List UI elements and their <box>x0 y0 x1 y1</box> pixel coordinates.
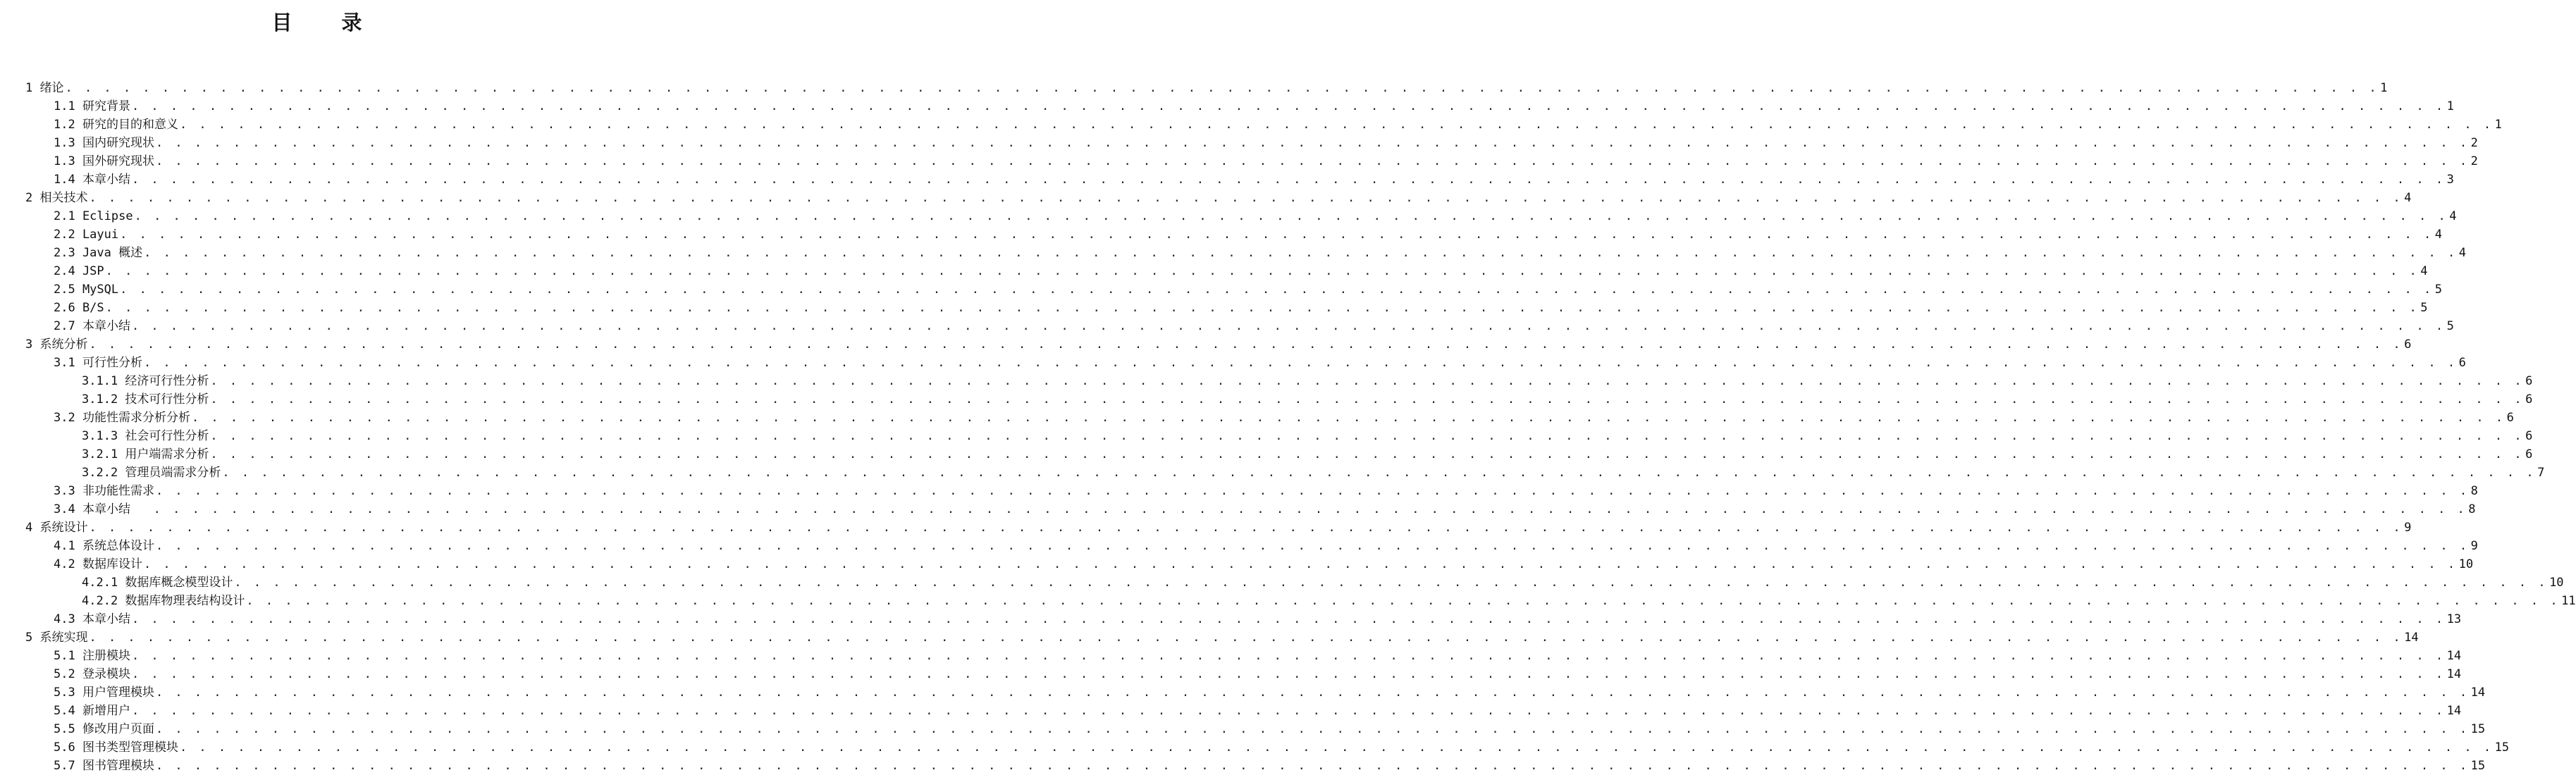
toc-page-number: 2 <box>2470 136 2478 150</box>
toc-page-number: 6 <box>2525 429 2533 443</box>
toc-entry[interactable] <box>25 738 2510 757</box>
toc-dot-leader: . . . . . . . . . . . . . . . . . . . . . . . . . . . . . . . . . . . . . . . . . . . . . . . . . . . . . . . . . . . . . . . . . . . . . . . . . . . . . . . . . . . . . . . . . . . . . . . . . . . . . . . . . . . . . . . . . . . . . . . . <box>210 429 2525 443</box>
toc-entry[interactable] <box>25 464 2545 482</box>
toc-entry-title: 5.5 修改用户页面 <box>54 722 154 736</box>
toc-dot-leader: . . . . . . . . . . . . . . . . . . . . . . . . . . . . . . . . . . . . . . . . . . . . . . . . . . . . . . . . . . . . . . . . . . . . . . . . . . . . . . . . . . . . . . . . . . . . . . . . . . . . . . . . . . . . . . . . . . . . . . . . <box>134 209 2448 223</box>
toc-entry-title: 1.3 国内研究现状 <box>54 136 154 150</box>
toc-page-number: 4 <box>2458 246 2467 260</box>
toc-dot-leader: . . . . . . . . . . . . . . . . . . . . . . . . . . . . . . . . . . . . . . . . . . . . . . . . . . . . . . . . . . . . . . . . . . . . . . . . . . . . . . . . . . . . . . . . . . . . . . . . . . . . . . . . . . . . . . . . . . . . . . . . <box>155 136 2470 150</box>
toc-page-number: 6 <box>2525 447 2533 461</box>
toc-entry[interactable] <box>25 702 2462 720</box>
toc-entry-title: 4.2 数据库设计 <box>54 557 142 571</box>
toc-page-number: 10 <box>2458 557 2474 571</box>
toc-dot-leader: . . . . . . . . . . . . . . . . . . . . . . . . . . . . . . . . . . . . . . . . . . . . . . . . . . . . . . . . . . . . . . . . . . . . . . . . . . . . . . . . . . . . . . . . . . . . . . . . . . . . . . . . . . . . . . . . . . . . . . . . <box>131 99 2446 113</box>
toc-entry-title: 3.1 可行性分析 <box>54 356 142 370</box>
toc-page-number: 6 <box>2458 356 2466 370</box>
toc-entry[interactable] <box>25 354 2466 372</box>
toc-page-number: 2 <box>2470 154 2478 168</box>
toc-entry[interactable] <box>25 97 2454 116</box>
toc-dot-leader: . . . . . . . . . . . . . . . . . . . . . . . . . . . . . . . . . . . . . . . . . . . . . . . . . . . . . . . . . . . . . . . . . . . . . . . . . . . . . . . . . . . . . . . . . . . . . . . . . . . . . . . . . . . . . . . . . . . . . . . . <box>155 722 2470 736</box>
toc-entry[interactable] <box>25 628 2419 647</box>
toc-dot-leader: . . . . . . . . . . . . . . . . . . . . . . . . . . . . . . . . . . . . . . . . . . . . . . . . . . . . . . . . . . . . . . . . . . . . . . . . . . . . . . . . . . . . . . . . . . . . . . . . . . . . . . . . . . . . . . . . . . . . . . . . <box>65 81 2379 95</box>
toc-page-number: 14 <box>2470 686 2486 700</box>
toc-entry-title: 1.1 研究背景 <box>54 99 130 113</box>
toc-dot-leader: . . . . . . . . . . . . . . . . . . . . . . . . . . . . . . . . . . . . . . . . . . . . . . . . . . . . . . . . . . . . . . . . . . . . . . . . . . . . . . . . . . . . . . . . . . . . . . . . . . . . . . . . . . . . . . . . . . . . . . . . <box>179 740 2494 755</box>
toc-entry-title: 4.2.1 数据库概念模型设计 <box>82 576 233 590</box>
toc-entry[interactable] <box>25 720 2486 738</box>
toc-dot-leader: . . . . . . . . . . . . . . . . . . . . . . . . . . . . . . . . . . . . . . . . . . . . . . . . . . . . . . . . . . . . . . . . . . . . . . . . . . . . . . . . . . . . . . . . . . . . . . . . . . . . . . . . . . . . . . . . . . . . . . . . <box>89 337 2403 352</box>
toc-entry[interactable] <box>25 537 2478 555</box>
toc-page-number: 6 <box>2506 411 2514 425</box>
toc-dot-leader: . . . . . . . . . . . . . . . . . . . . . . . . . . . . . . . . . . . . . . . . . . . . . . . . . . . . . . . . . . . . . . . . . . . . . . . . . . . . . . . . . . . . . . . . . . . . . . . . . . . . . . . . . . . . . . . . . . . . . . . . <box>155 539 2470 553</box>
toc-entry-title: 2.2 Layui <box>54 228 119 242</box>
toc-dot-leader: . . . . . . . . . . . . . . . . . . . . . . . . . . . . . . . . . . . . . . . . . . . . . . . . . . . . . . . . . . . . . . . . . . . . . . . . . . . . . . . . . . . . . . . . . . . . . . . . . . . . . . . . . . . . . . . . . . . . . . . . <box>131 173 2446 187</box>
toc-entry-title: 3.2 功能性需求分析分析 <box>54 411 190 425</box>
toc-entry-title: 3.1.3 社会可行性分析 <box>82 429 209 443</box>
toc-entry[interactable] <box>25 500 2476 519</box>
toc-page-number: 14 <box>2404 631 2419 645</box>
toc-dot-leader: . . . . . . . . . . . . . . . . . . . . . . . . . . . . . . . . . . . . . . . . . . . . . . . . . . . . . . . . . . . . . . . . . . . . . . . . . . . . . . . . . . . . . . . . . . . . . . . . . . . . . . . . . . . . . . . . . . . . . . . . <box>155 154 2470 168</box>
toc-page-number: 15 <box>2494 740 2510 755</box>
toc-dot-leader: . . . . . . . . . . . . . . . . . . . . . . . . . . . . . . . . . . . . . . . . . . . . . . . . . . . . . . . . . . . . . . . . . . . . . . . . . . . . . . . . . . . . . . . . . . . . . . . . . . . . . . . . . . . . . . . . . . . . . . . . <box>105 301 2420 315</box>
toc-entry[interactable] <box>25 280 2443 299</box>
toc-entry[interactable] <box>25 390 2533 409</box>
toc-page-number: 15 <box>2470 722 2486 736</box>
toc-entry[interactable] <box>25 665 2462 683</box>
toc-entry[interactable] <box>25 519 2412 537</box>
toc-dot-leader: . . . . . . . . . . . . . . . . . . . . . . . . . . . . . . . . . . . . . . . . . . . . . . . . . . . . . . . . . . . . . . . . . . . . . . . . . . . . . . . . . . . . . . . . . . . . . . . . . . . . . . . . . . . . . . . . . . . . . . . . <box>89 631 2403 645</box>
toc-entry[interactable] <box>25 372 2533 390</box>
toc-entry[interactable] <box>25 116 2502 134</box>
toc-entry[interactable] <box>25 427 2533 445</box>
toc-entry-title: 2.4 JSP <box>54 264 104 278</box>
toc-dot-leader: . . . . . . . . . . . . . . . . . . . . . . . . . . . . . . . . . . . . . . . . . . . . . . . . . . . . . . . . . . . . . . . . . . . . . . . . . . . . . . . . . . . . . . . . . . . . . . . . . . . . . . . . . . . . . . . . . . . . . . . . <box>210 392 2525 407</box>
toc-page-number: 1 <box>2494 118 2502 132</box>
toc-page-number: 10 <box>2549 576 2564 590</box>
toc-dot-leader: . . . . . . . . . . . . . . . . . . . . . . . . . . . . . . . . . . . . . . . . . . . . . . . . . . . . . . . . . . . . . . . . . . . . . . . . . . . . . . . . . . . . . . . . . . . . . . . . . . . . . . . . . . . . . . . . . . . . . . . . <box>144 246 2458 260</box>
toc-dot-leader: . . . . . . . . . . . . . . . . . . . . . . . . . . . . . . . . . . . . . . . . . . . . . . . . . . . . . . . . . . . . . . . . . . . . . . . . . . . . . . . . . . . . . . . . . . . . . . . . . . . . . . . . . . . . . . . . . . . . . . . . <box>131 649 2446 663</box>
toc-entry[interactable] <box>25 134 2478 152</box>
toc-page-number: 9 <box>2470 539 2478 553</box>
toc-page-number: 6 <box>2525 374 2533 388</box>
toc-entry[interactable] <box>25 317 2454 335</box>
toc-dot-leader: . . . . . . . . . . . . . . . . . . . . . . . . . . . . . . . . . . . . . . . . . . . . . . . . . . . . . . . . . . . . . . . . . . . . . . . . . . . . . . . . . . . . . . . . . . . . . . . . . . . . . . . . . . . . . . . . . . . . . . . . <box>222 466 2537 480</box>
toc-page-number: 11 <box>2561 594 2576 608</box>
toc-entry-title: 5.4 新增用户 <box>54 704 130 718</box>
toc-page-number: 15 <box>2470 759 2486 773</box>
toc-entry-title: 1.2 研究的目的和意义 <box>54 118 178 132</box>
toc-page-number: 13 <box>2446 612 2462 626</box>
toc-dot-leader: . . . . . . . . . . . . . . . . . . . . . . . . . . . . . . . . . . . . . . . . . . . . . . . . . . . . . . . . . . . . . . . . . . . . . . . . . . . . . . . . . . . . . . . . . . . . . . . . . . . . . . . . . . . . . . . . . . . . . . . . <box>155 484 2470 498</box>
toc-entry-title: 5 系统实现 <box>25 631 88 645</box>
toc-entry-title: 1.4 本章小结 <box>54 173 130 187</box>
toc-entry[interactable] <box>25 555 2474 574</box>
toc-entry-title: 5.7 图书管理模块 <box>54 759 154 773</box>
toc-page-number: 14 <box>2446 649 2462 663</box>
toc-dot-leader: . . . . . . . . . . . . . . . . . . . . . . . . . . . . . . . . . . . . . . . . . . . . . . . . . . . . . . . . . . . . . . . . . . . . . . . . . . . . . . . . . . . . . . . . . . . . . . . . . . . . . . . . . . . . . . . . . . . . . . . . <box>155 686 2470 700</box>
toc-dot-leader: . . . . . . . . . . . . . . . . . . . . . . . . . . . . . . . . . . . . . . . . . . . . . . . . . . . . . . . . . . . . . . . . . . . . . . . . . . . . . . . . . . . . . . . . . . . . . . . . . . . . . . . . . . . . . . . . . . . . . . . . <box>120 228 2434 242</box>
toc-entry-title: 3.2.2 管理员端需求分析 <box>82 466 221 480</box>
toc-entry[interactable] <box>25 152 2478 170</box>
toc-page-number: 6 <box>2404 337 2412 352</box>
toc-page-number: 8 <box>2468 502 2476 516</box>
toc-page-number: 4 <box>2434 228 2443 242</box>
toc-dot-leader: . . . . . . . . . . . . . . . . . . . . . . . . . . . . . . . . . . . . . . . . . . . . . . . . . . . . . . . . . . . . . . . . . . . . . . . . . . . . . . . . . . . . . . . . . . . . . . . . . . . . . . . . . . . . . . . . . . . . . . . . <box>105 264 2420 278</box>
toc-dot-leader: . . . . . . . . . . . . . . . . . . . . . . . . . . . . . . . . . . . . . . . . . . . . . . . . . . . . . . . . . . . . . . . . . . . . . . . . . . . . . . . . . . . . . . . . . . . . . . . . . . . . . . . . . . . . . . . . . . . . . . . . <box>210 447 2525 461</box>
toc-entry-title: 3.1.2 技术可行性分析 <box>82 392 209 407</box>
toc-page-number: 5 <box>2446 319 2454 333</box>
toc-entry-title: 5.3 用户管理模块 <box>54 686 154 700</box>
toc-entry[interactable] <box>25 189 2412 207</box>
toc-entry-title: 4.1 系统总体设计 <box>54 539 154 553</box>
toc-page-number: 14 <box>2446 667 2462 681</box>
toc-entry[interactable] <box>25 299 2428 317</box>
toc-entry-title: 3.2.1 用户端需求分析 <box>82 447 209 461</box>
toc-entry-title: 3.1.1 经济可行性分析 <box>82 374 209 388</box>
toc-dot-leader: . . . . . . . . . . . . . . . . . . . . . . . . . . . . . . . . . . . . . . . . . . . . . . . . . . . . . . . . . . . . . . . . . . . . . . . . . . . . . . . . . . . . . . . . . . . . . . . . . . . . . . . . . . . . . . . . . . . . . . . . <box>210 374 2525 388</box>
toc-dot-leader: . . . . . . . . . . . . . . . . . . . . . . . . . . . . . . . . . . . . . . . . . . . . . . . . . . . . . . . . . . . . . . . . . . . . . . . . . . . . . . . . . . . . . . . . . . . . . . . . . . . . . . . . . . . . . . . . . . . . . . . . <box>155 759 2470 773</box>
toc-entry[interactable] <box>25 225 2443 244</box>
toc-entry-title: 3.3 非功能性需求 <box>54 484 154 498</box>
toc-entry-title: 5.2 登录模块 <box>54 667 130 681</box>
toc-page-number: 8 <box>2470 484 2478 498</box>
toc-dot-leader: . . . . . . . . . . . . . . . . . . . . . . . . . . . . . . . . . . . . . . . . . . . . . . . . . . . . . . . . . . . . . . . . . . . . . . . . . . . . . . . . . . . . . . . . . . . . . . . . . . . . . . . . . . . . . . . . . . . . . . . . <box>131 667 2446 681</box>
toc-page-number: 5 <box>2434 283 2443 297</box>
toc-dot-leader: . . . . . . . . . . . . . . . . . . . . . . . . . . . . . . . . . . . . . . . . . . . . . . . . . . . . . . . . . . . . . . . . . . . . . . . . . . . . . . . . . . . . . . . . . . . . . . . . . . . . . . . . . . . . . . . . . . . . . . . . <box>131 612 2446 626</box>
toc-entry-title: 4.2.2 数据库物理表结构设计 <box>82 594 245 608</box>
toc-entry-title: 2.6 B/S <box>54 301 104 315</box>
toc-entry-title: 1 绪论 <box>25 81 64 95</box>
toc-page-number: 7 <box>2537 466 2545 480</box>
toc-dot-leader: . . . . . . . . . . . . . . . . . . . . . . . . . . . . . . . . . . . . . . . . . . . . . . . . . . . . . . . . . . . . . . . . . . . . . . . . . . . . . . . . . . . . . . . . . . . . . . . . . . . . . . . . . . . . . . . . . . . . . . . . <box>120 283 2434 297</box>
toc-dot-leader: . . . . . . . . . . . . . . . . . . . . . . . . . . . . . . . . . . . . . . . . . . . . . . . . . . . . . . . . . . . . . . . . . . . . . . . . . . . . . . . . . . . . . . . . . . . . . . . . . . . . . . . . . . . . . . . . . . . . . . . . <box>153 502 2467 516</box>
toc-page-number: 6 <box>2525 392 2533 407</box>
toc-entry[interactable] <box>25 610 2462 628</box>
toc-page-number: 9 <box>2404 521 2412 535</box>
toc-entry-title: 1.3 国外研究现状 <box>54 154 154 168</box>
toc-entry-title: 5.1 注册模块 <box>54 649 130 663</box>
toc-entry-title: 2.5 MySQL <box>54 283 119 297</box>
toc-entry-title: 2 相关技术 <box>25 191 88 205</box>
toc-entry[interactable] <box>25 335 2412 354</box>
toc-page-number: 1 <box>2446 99 2454 113</box>
toc-dot-leader: . . . . . . . . . . . . . . . . . . . . . . . . . . . . . . . . . . . . . . . . . . . . . . . . . . . . . . . . . . . . . . . . . . . . . . . . . . . . . . . . . . . . . . . . . . . . . . . . . . . . . . . . . . . . . . . . . . . . . . . . <box>246 594 2560 608</box>
toc-entry[interactable] <box>25 683 2486 702</box>
toc-entry[interactable] <box>25 482 2478 500</box>
toc-entry[interactable] <box>25 170 2454 189</box>
page-title: 目 录 <box>271 11 383 35</box>
toc-dot-leader: . . . . . . . . . . . . . . . . . . . . . . . . . . . . . . . . . . . . . . . . . . . . . . . . . . . . . . . . . . . . . . . . . . . . . . . . . . . . . . . . . . . . . . . . . . . . . . . . . . . . . . . . . . . . . . . . . . . . . . . . <box>89 521 2403 535</box>
toc-entry[interactable] <box>25 262 2428 280</box>
toc-page-number: 3 <box>2446 173 2454 187</box>
toc-entry-title: 3.4 本章小结 <box>54 502 152 516</box>
toc-page-number: 4 <box>2449 209 2457 223</box>
toc-entry[interactable] <box>25 574 2564 592</box>
table-of-contents <box>25 79 2576 775</box>
toc-entry-title: 5.6 图书类型管理模块 <box>54 740 178 755</box>
toc-entry[interactable] <box>25 244 2467 262</box>
toc-page-number: 14 <box>2446 704 2462 718</box>
toc-entry[interactable] <box>25 409 2514 427</box>
toc-entry[interactable] <box>25 647 2462 665</box>
toc-dot-leader: . . . . . . . . . . . . . . . . . . . . . . . . . . . . . . . . . . . . . . . . . . . . . . . . . . . . . . . . . . . . . . . . . . . . . . . . . . . . . . . . . . . . . . . . . . . . . . . . . . . . . . . . . . . . . . . . . . . . . . . . <box>143 557 2458 571</box>
toc-page-number: 4 <box>2404 191 2412 205</box>
toc-entry[interactable] <box>25 79 2388 97</box>
toc-dot-leader: . . . . . . . . . . . . . . . . . . . . . . . . . . . . . . . . . . . . . . . . . . . . . . . . . . . . . . . . . . . . . . . . . . . . . . . . . . . . . . . . . . . . . . . . . . . . . . . . . . . . . . . . . . . . . . . . . . . . . . . . <box>234 576 2549 590</box>
toc-entry[interactable] <box>25 757 2486 775</box>
toc-dot-leader: . . . . . . . . . . . . . . . . . . . . . . . . . . . . . . . . . . . . . . . . . . . . . . . . . . . . . . . . . . . . . . . . . . . . . . . . . . . . . . . . . . . . . . . . . . . . . . . . . . . . . . . . . . . . . . . . . . . . . . . . <box>143 356 2458 370</box>
toc-entry[interactable] <box>25 445 2533 464</box>
toc-entry-title: 3 系统分析 <box>25 337 88 352</box>
toc-entry-title: 4 系统设计 <box>25 521 88 535</box>
toc-page-number: 1 <box>2380 81 2388 95</box>
toc-entry[interactable] <box>25 592 2576 610</box>
toc-page-number: 4 <box>2420 264 2428 278</box>
toc-entry-title: 4.3 本章小结 <box>54 612 130 626</box>
toc-entry-title: 2.3 Java 概述 <box>54 246 143 260</box>
toc-dot-leader: . . . . . . . . . . . . . . . . . . . . . . . . . . . . . . . . . . . . . . . . . . . . . . . . . . . . . . . . . . . . . . . . . . . . . . . . . . . . . . . . . . . . . . . . . . . . . . . . . . . . . . . . . . . . . . . . . . . . . . . . <box>179 118 2494 132</box>
toc-entry-title: 2.1 Eclipse <box>54 209 133 223</box>
toc-entry-title: 2.7 本章小结 <box>54 319 130 333</box>
toc-page-number: 5 <box>2420 301 2428 315</box>
toc-dot-leader: . . . . . . . . . . . . . . . . . . . . . . . . . . . . . . . . . . . . . . . . . . . . . . . . . . . . . . . . . . . . . . . . . . . . . . . . . . . . . . . . . . . . . . . . . . . . . . . . . . . . . . . . . . . . . . . . . . . . . . . . <box>89 191 2403 205</box>
toc-dot-leader: . . . . . . . . . . . . . . . . . . . . . . . . . . . . . . . . . . . . . . . . . . . . . . . . . . . . . . . . . . . . . . . . . . . . . . . . . . . . . . . . . . . . . . . . . . . . . . . . . . . . . . . . . . . . . . . . . . . . . . . . <box>191 411 2506 425</box>
toc-dot-leader: . . . . . . . . . . . . . . . . . . . . . . . . . . . . . . . . . . . . . . . . . . . . . . . . . . . . . . . . . . . . . . . . . . . . . . . . . . . . . . . . . . . . . . . . . . . . . . . . . . . . . . . . . . . . . . . . . . . . . . . . <box>131 704 2446 718</box>
toc-entry[interactable] <box>25 207 2457 225</box>
toc-dot-leader: . . . . . . . . . . . . . . . . . . . . . . . . . . . . . . . . . . . . . . . . . . . . . . . . . . . . . . . . . . . . . . . . . . . . . . . . . . . . . . . . . . . . . . . . . . . . . . . . . . . . . . . . . . . . . . . . . . . . . . . . <box>131 319 2446 333</box>
